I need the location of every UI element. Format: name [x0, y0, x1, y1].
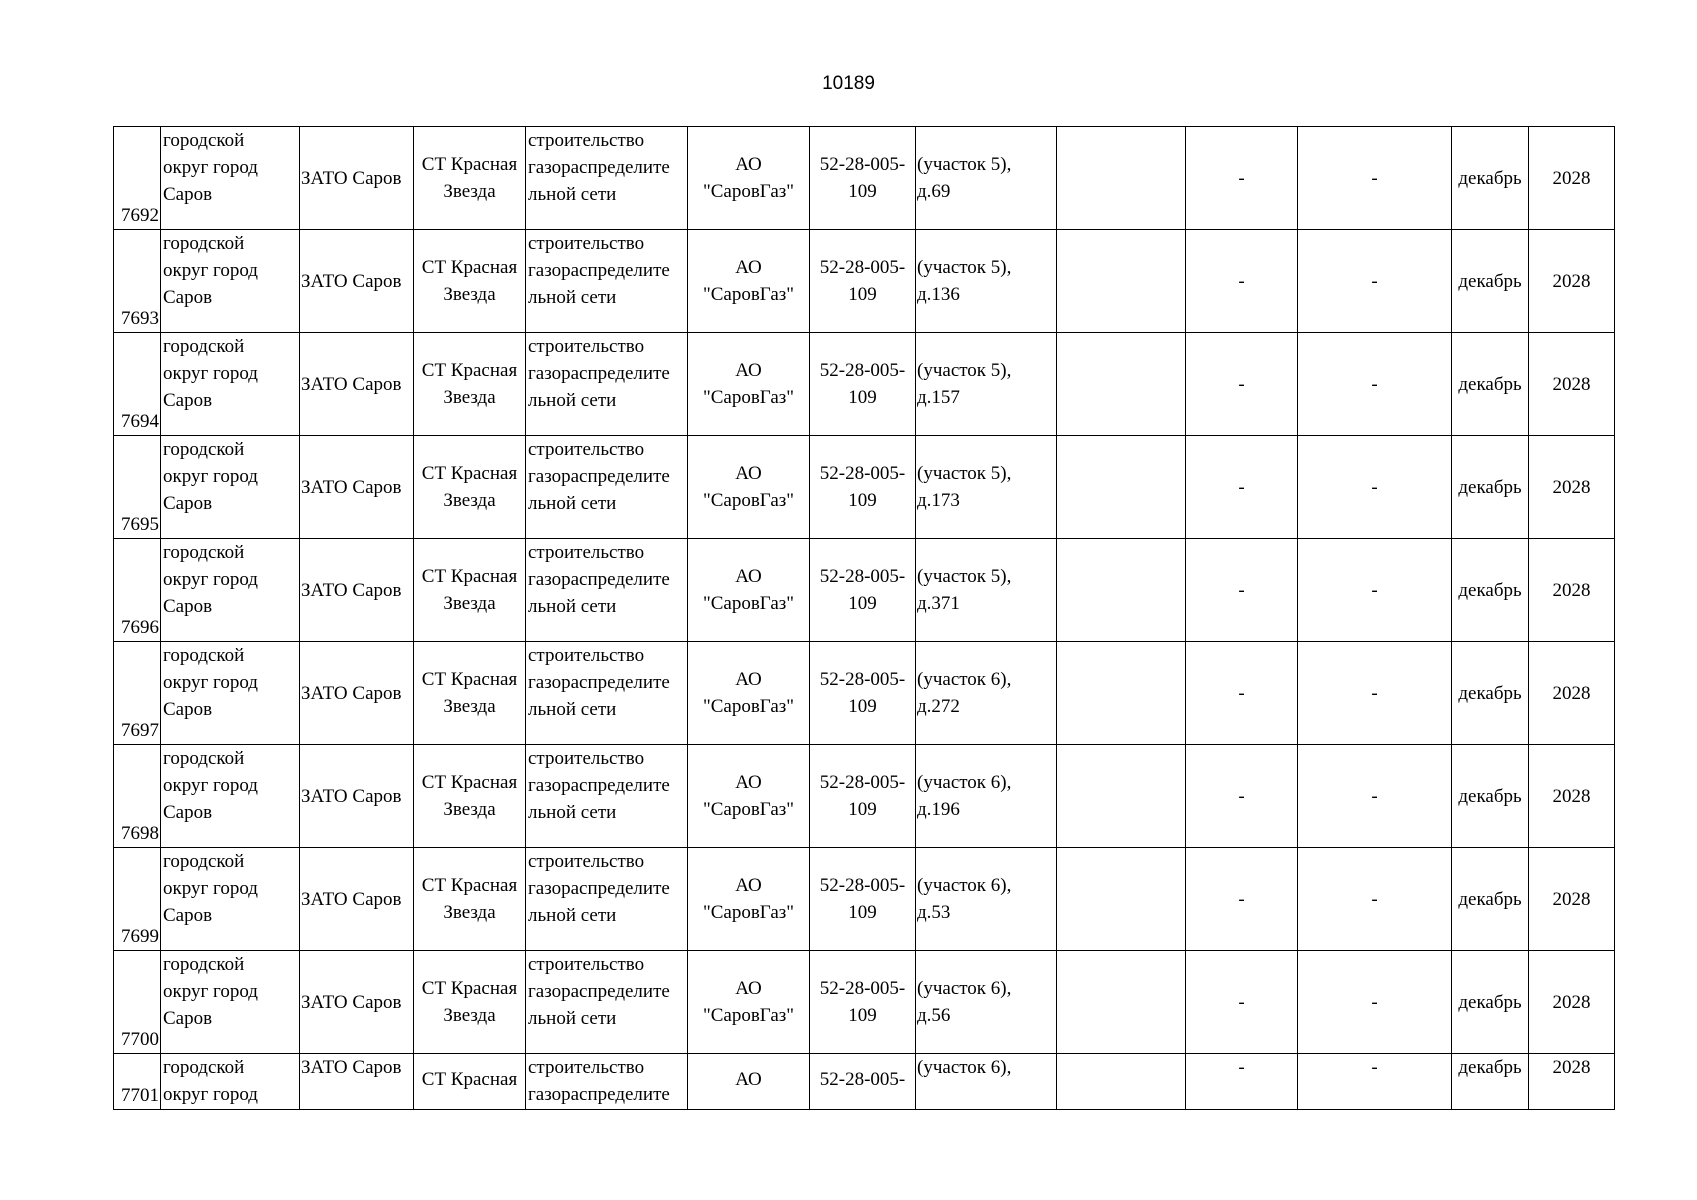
empty-cell: [1057, 436, 1186, 539]
municipality-cell: ЗАТО Саров: [300, 333, 414, 436]
work-type-cell-line: строительство: [528, 130, 645, 151]
municipality-cell: ЗАТО Саров: [300, 848, 414, 951]
empty-cell: [1057, 951, 1186, 1054]
work-type-cell-line: строительство: [528, 336, 645, 357]
work-type-cell-line: льной сети: [528, 390, 617, 411]
okrug-cell-line: городской: [163, 954, 245, 975]
work-type-cell: [526, 1054, 688, 1110]
owner-cell: [688, 745, 810, 848]
settlement-cell-line: Звезда: [443, 387, 496, 408]
table-row: [114, 436, 1615, 539]
okrug-cell-line: городской: [163, 336, 245, 357]
address-cell-line: д.272: [917, 696, 960, 717]
table-row: [114, 642, 1615, 745]
okrug-cell-line: Саров: [163, 184, 213, 205]
work-type-cell: [526, 127, 688, 230]
empty-cell: [1057, 127, 1186, 230]
okrug-cell-line: округ город: [163, 878, 258, 899]
year-cell: 2028: [1529, 127, 1615, 230]
cadastral-code-cell-line: 52-28-005-: [819, 772, 906, 793]
year-cell: 2028: [1529, 333, 1615, 436]
owner-cell: [688, 539, 810, 642]
row-number: 7694: [114, 333, 161, 436]
year-cell: 2028: [1529, 436, 1615, 539]
okrug-cell: [161, 1054, 300, 1110]
municipality-cell: ЗАТО Саров: [300, 436, 414, 539]
dash-cell-2: -: [1298, 1054, 1452, 1110]
month-cell: декабрь: [1452, 1054, 1529, 1110]
cadastral-code-cell-line: 109: [848, 181, 877, 202]
owner-cell-line: "СаровГаз": [702, 696, 795, 717]
address-cell-line: (участок 5),: [917, 257, 1012, 278]
owner-cell-line: "СаровГаз": [702, 593, 795, 614]
owner-cell-line: АО: [735, 257, 762, 278]
work-type-cell-line: строительство: [528, 1057, 645, 1078]
settlement-cell-line: СТ Красная: [421, 360, 518, 381]
cadastral-code-cell: [810, 436, 916, 539]
owner-cell: [688, 848, 810, 951]
okrug-cell-line: городской: [163, 851, 245, 872]
cadastral-code-cell-line: 52-28-005-: [819, 463, 906, 484]
year-cell: 2028: [1529, 1054, 1615, 1110]
cadastral-code-cell: [810, 539, 916, 642]
address-cell-line: (участок 5),: [917, 360, 1012, 381]
work-type-cell-line: газораспределите: [528, 260, 670, 281]
okrug-cell-line: округ город: [163, 672, 258, 693]
work-type-cell-line: строительство: [528, 233, 645, 254]
settlement-cell-line: Звезда: [443, 902, 496, 923]
okrug-cell: [161, 127, 300, 230]
address-cell-line: (участок 5),: [917, 463, 1012, 484]
work-type-cell-line: газораспределите: [528, 672, 670, 693]
address-cell: [916, 951, 1057, 1054]
dash-cell-1: -: [1186, 745, 1298, 848]
owner-cell: [688, 230, 810, 333]
address-cell-line: (участок 6),: [917, 669, 1012, 690]
municipality-cell: ЗАТО Саров: [300, 1054, 414, 1110]
cadastral-code-cell-line: 109: [848, 799, 877, 820]
settlement-cell-line: СТ Красная: [421, 566, 518, 587]
dash-cell-2: -: [1298, 848, 1452, 951]
row-number: 7693: [114, 230, 161, 333]
work-type-cell: [526, 642, 688, 745]
work-type-cell-line: газораспределите: [528, 569, 670, 590]
work-type-cell-line: строительство: [528, 542, 645, 563]
address-cell-line: д.173: [917, 490, 960, 511]
settlement-cell: [414, 230, 526, 333]
okrug-cell-line: округ город: [163, 157, 258, 178]
dash-cell-2: -: [1298, 951, 1452, 1054]
settlement-cell: [414, 642, 526, 745]
cadastral-code-cell: [810, 951, 916, 1054]
okrug-cell: [161, 230, 300, 333]
work-type-cell-line: газораспределите: [528, 157, 670, 178]
cadastral-code-cell-line: 52-28-005-: [819, 257, 906, 278]
empty-cell: [1057, 333, 1186, 436]
owner-cell-line: АО: [735, 1069, 762, 1090]
month-cell: декабрь: [1452, 333, 1529, 436]
cadastral-code-cell-line: 52-28-005-: [819, 360, 906, 381]
table-row: [114, 1054, 1615, 1110]
settlement-cell-line: Звезда: [443, 593, 496, 614]
work-type-cell-line: строительство: [528, 851, 645, 872]
dash-cell-2: -: [1298, 539, 1452, 642]
okrug-cell: [161, 539, 300, 642]
month-cell: декабрь: [1452, 848, 1529, 951]
page-number: 10189: [822, 73, 875, 94]
okrug-cell-line: Саров: [163, 287, 213, 308]
dash-cell-2: -: [1298, 333, 1452, 436]
table-row: [114, 127, 1615, 230]
municipality-cell: ЗАТО Саров: [300, 127, 414, 230]
work-type-cell: [526, 333, 688, 436]
address-cell: [916, 230, 1057, 333]
address-cell-line: (участок 5),: [917, 154, 1012, 175]
address-cell-line: д.157: [917, 387, 960, 408]
owner-cell: [688, 642, 810, 745]
dash-cell-1: -: [1186, 127, 1298, 230]
okrug-cell: [161, 333, 300, 436]
work-type-cell: [526, 745, 688, 848]
work-type-cell: [526, 436, 688, 539]
okrug-cell: [161, 642, 300, 745]
cadastral-code-cell: [810, 848, 916, 951]
address-cell-line: (участок 6),: [917, 875, 1012, 896]
okrug-cell: [161, 436, 300, 539]
okrug-cell: [161, 848, 300, 951]
settlement-cell: [414, 333, 526, 436]
address-cell-line: д.371: [917, 593, 960, 614]
okrug-cell-line: городской: [163, 1057, 245, 1078]
table-row: [114, 333, 1615, 436]
work-type-cell-line: газораспределите: [528, 981, 670, 1002]
cadastral-code-cell-line: 109: [848, 902, 877, 923]
work-type-cell-line: льной сети: [528, 905, 617, 926]
settlement-cell: [414, 848, 526, 951]
okrug-cell-line: Саров: [163, 596, 213, 617]
table-row: [114, 230, 1615, 333]
address-cell: [916, 848, 1057, 951]
owner-cell: [688, 1054, 810, 1110]
work-type-cell: [526, 951, 688, 1054]
settlement-cell: [414, 1054, 526, 1110]
empty-cell: [1057, 745, 1186, 848]
year-cell: 2028: [1529, 539, 1615, 642]
settlement-cell: [414, 539, 526, 642]
work-type-cell-line: строительство: [528, 439, 645, 460]
okrug-cell-line: городской: [163, 748, 245, 769]
year-cell: 2028: [1529, 951, 1615, 1054]
owner-cell-line: АО: [735, 360, 762, 381]
cadastral-code-cell-line: 52-28-005-: [819, 566, 906, 587]
address-cell: [916, 642, 1057, 745]
municipality-cell: ЗАТО Саров: [300, 539, 414, 642]
okrug-cell-line: Саров: [163, 493, 213, 514]
okrug-cell-line: округ город: [163, 260, 258, 281]
dash-cell-1: -: [1186, 848, 1298, 951]
cadastral-code-cell-line: 52-28-005-: [819, 154, 906, 175]
okrug-cell-line: округ город: [163, 569, 258, 590]
owner-cell-line: "СаровГаз": [702, 181, 795, 202]
year-cell: 2028: [1529, 848, 1615, 951]
settlement-cell-line: Звезда: [443, 799, 496, 820]
owner-cell-line: АО: [735, 566, 762, 587]
work-type-cell-line: льной сети: [528, 184, 617, 205]
year-cell: 2028: [1529, 230, 1615, 333]
work-type-cell-line: льной сети: [528, 287, 617, 308]
cadastral-code-cell-line: 109: [848, 284, 877, 305]
empty-cell: [1057, 1054, 1186, 1110]
table-row: [114, 745, 1615, 848]
cadastral-code-cell-line: 109: [848, 593, 877, 614]
row-number: 7701: [114, 1054, 161, 1110]
address-cell: [916, 539, 1057, 642]
settlement-cell-line: СТ Красная: [421, 257, 518, 278]
row-number: 7699: [114, 848, 161, 951]
settlement-cell-line: СТ Красная: [421, 1069, 518, 1090]
okrug-cell-line: округ город: [163, 775, 258, 796]
dash-cell-2: -: [1298, 436, 1452, 539]
owner-cell: [688, 436, 810, 539]
table-row: [114, 848, 1615, 951]
address-cell: [916, 333, 1057, 436]
work-type-cell-line: льной сети: [528, 1008, 617, 1029]
work-type-cell-line: газораспределите: [528, 466, 670, 487]
dash-cell-1: -: [1186, 230, 1298, 333]
month-cell: декабрь: [1452, 230, 1529, 333]
address-cell-line: (участок 5),: [917, 566, 1012, 587]
okrug-cell-line: городской: [163, 439, 245, 460]
month-cell: декабрь: [1452, 127, 1529, 230]
okrug-cell-line: округ город: [163, 981, 258, 1002]
cadastral-code-cell: [810, 333, 916, 436]
empty-cell: [1057, 539, 1186, 642]
dash-cell-2: -: [1298, 230, 1452, 333]
dash-cell-1: -: [1186, 539, 1298, 642]
dash-cell-1: -: [1186, 951, 1298, 1054]
month-cell: декабрь: [1452, 642, 1529, 745]
owner-cell: [688, 127, 810, 230]
owner-cell-line: "СаровГаз": [702, 387, 795, 408]
address-cell: [916, 1054, 1057, 1110]
address-cell: [916, 436, 1057, 539]
work-type-cell: [526, 848, 688, 951]
cadastral-code-cell: [810, 642, 916, 745]
owner-cell-line: АО: [735, 154, 762, 175]
settlement-cell-line: СТ Красная: [421, 669, 518, 690]
owner-cell-line: АО: [735, 978, 762, 999]
owner-cell: [688, 333, 810, 436]
dash-cell-1: -: [1186, 642, 1298, 745]
dash-cell-1: -: [1186, 436, 1298, 539]
year-cell: 2028: [1529, 745, 1615, 848]
cadastral-code-cell-line: 109: [848, 696, 877, 717]
month-cell: декабрь: [1452, 951, 1529, 1054]
settlement-cell-line: Звезда: [443, 181, 496, 202]
row-number: 7698: [114, 745, 161, 848]
row-number: 7700: [114, 951, 161, 1054]
address-cell-line: д.69: [917, 181, 951, 202]
work-type-cell: [526, 230, 688, 333]
owner-cell-line: "СаровГаз": [702, 799, 795, 820]
dash-cell-1: -: [1186, 333, 1298, 436]
municipality-cell: ЗАТО Саров: [300, 230, 414, 333]
dash-cell-2: -: [1298, 642, 1452, 745]
settlement-cell-line: СТ Красная: [421, 154, 518, 175]
cadastral-code-cell: [810, 230, 916, 333]
month-cell: декабрь: [1452, 745, 1529, 848]
work-type-cell-line: строительство: [528, 645, 645, 666]
month-cell: декабрь: [1452, 539, 1529, 642]
dash-cell-2: -: [1298, 745, 1452, 848]
okrug-cell-line: Саров: [163, 390, 213, 411]
okrug-cell-line: округ город: [163, 363, 258, 384]
address-cell: [916, 745, 1057, 848]
cadastral-code-cell-line: 52-28-005-: [819, 1069, 906, 1090]
municipality-cell: ЗАТО Саров: [300, 745, 414, 848]
cadastral-code-cell-line: 109: [848, 387, 877, 408]
work-type-cell-line: газораспределите: [528, 878, 670, 899]
cadastral-code-cell: [810, 127, 916, 230]
year-cell: 2028: [1529, 642, 1615, 745]
settlement-cell-line: Звезда: [443, 1005, 496, 1026]
address-cell-line: (участок 6),: [917, 1057, 1012, 1078]
row-number: 7692: [114, 127, 161, 230]
settlement-cell: [414, 745, 526, 848]
settlement-cell-line: Звезда: [443, 284, 496, 305]
work-type-cell-line: строительство: [528, 954, 645, 975]
work-type-cell-line: газораспределите: [528, 363, 670, 384]
okrug-cell-line: городской: [163, 542, 245, 563]
table-row: [114, 539, 1615, 642]
address-cell-line: д.56: [917, 1005, 951, 1026]
okrug-cell-line: Саров: [163, 802, 213, 823]
settlement-cell-line: СТ Красная: [421, 875, 518, 896]
cadastral-code-cell-line: 52-28-005-: [819, 669, 906, 690]
okrug-cell-line: округ город: [163, 466, 258, 487]
okrug-cell-line: округ город: [163, 1084, 258, 1105]
work-type-cell-line: льной сети: [528, 493, 617, 514]
okrug-cell-line: Саров: [163, 905, 213, 926]
settlement-cell-line: СТ Красная: [421, 463, 518, 484]
row-number: 7696: [114, 539, 161, 642]
empty-cell: [1057, 848, 1186, 951]
work-type-cell-line: строительство: [528, 748, 645, 769]
address-cell: [916, 127, 1057, 230]
work-type-cell-line: газораспределите: [528, 775, 670, 796]
settlement-cell-line: СТ Красная: [421, 772, 518, 793]
cadastral-code-cell-line: 52-28-005-: [819, 875, 906, 896]
municipality-cell: ЗАТО Саров: [300, 642, 414, 745]
settlement-cell-line: СТ Красная: [421, 978, 518, 999]
settlement-cell-line: Звезда: [443, 696, 496, 717]
cadastral-code-cell-line: 52-28-005-: [819, 978, 906, 999]
work-type-cell-line: льной сети: [528, 596, 617, 617]
register-body: [114, 127, 1615, 1110]
address-cell-line: (участок 6),: [917, 978, 1012, 999]
municipality-cell: ЗАТО Саров: [300, 951, 414, 1054]
settlement-cell: [414, 951, 526, 1054]
month-cell: декабрь: [1452, 436, 1529, 539]
row-number: 7695: [114, 436, 161, 539]
okrug-cell-line: Саров: [163, 1008, 213, 1029]
okrug-cell-line: городской: [163, 130, 245, 151]
owner-cell-line: АО: [735, 669, 762, 690]
register-table: [113, 126, 1615, 1110]
work-type-cell-line: льной сети: [528, 802, 617, 823]
work-type-cell-line: газораспределите: [528, 1084, 670, 1105]
cadastral-code-cell-line: 109: [848, 490, 877, 511]
table-row: [114, 951, 1615, 1054]
owner-cell-line: "СаровГаз": [702, 490, 795, 511]
okrug-cell-line: городской: [163, 645, 245, 666]
dash-cell-2: -: [1298, 127, 1452, 230]
owner-cell-line: АО: [735, 772, 762, 793]
owner-cell-line: АО: [735, 875, 762, 896]
cadastral-code-cell-line: 109: [848, 1005, 877, 1026]
owner-cell-line: "СаровГаз": [702, 902, 795, 923]
owner-cell-line: "СаровГаз": [702, 284, 795, 305]
address-cell-line: д.196: [917, 799, 960, 820]
address-cell-line: (участок 6),: [917, 772, 1012, 793]
address-cell-line: д.136: [917, 284, 960, 305]
empty-cell: [1057, 230, 1186, 333]
settlement-cell: [414, 127, 526, 230]
okrug-cell-line: городской: [163, 233, 245, 254]
cadastral-code-cell: [810, 1054, 916, 1110]
settlement-cell: [414, 436, 526, 539]
okrug-cell: [161, 745, 300, 848]
empty-cell: [1057, 642, 1186, 745]
row-number: 7697: [114, 642, 161, 745]
owner-cell-line: АО: [735, 463, 762, 484]
work-type-cell-line: льной сети: [528, 699, 617, 720]
owner-cell-line: "СаровГаз": [702, 1005, 795, 1026]
settlement-cell-line: Звезда: [443, 490, 496, 511]
owner-cell: [688, 951, 810, 1054]
okrug-cell: [161, 951, 300, 1054]
dash-cell-1: -: [1186, 1054, 1298, 1110]
cadastral-code-cell: [810, 745, 916, 848]
work-type-cell: [526, 539, 688, 642]
address-cell-line: д.53: [917, 902, 951, 923]
okrug-cell-line: Саров: [163, 699, 213, 720]
